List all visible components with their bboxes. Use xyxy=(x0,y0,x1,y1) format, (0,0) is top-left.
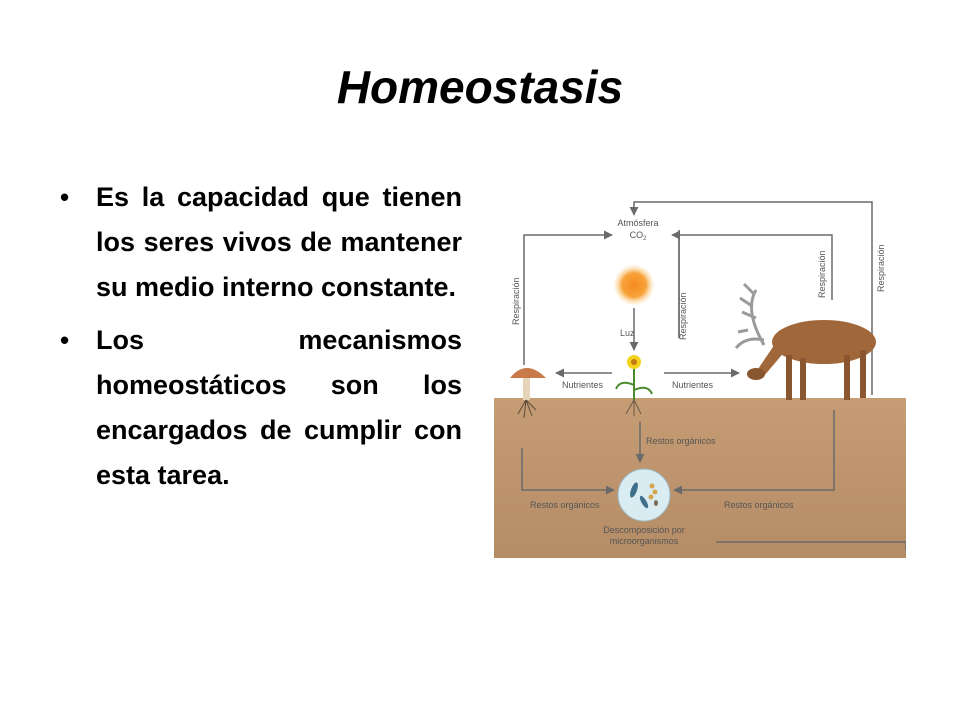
bullet-list xyxy=(60,175,462,506)
atmosphere-label: Atmósfera xyxy=(617,218,659,228)
respiration-far-right-label: Respiración xyxy=(876,244,886,292)
deer-icon xyxy=(736,284,876,400)
bullet-marker: • xyxy=(60,325,70,355)
bullet-text: Los mecanismos homeostáticos son los encargados de cumplir con esta tarea. xyxy=(96,325,462,490)
decomposition-label: Descomposición por xyxy=(603,525,685,535)
bullet-item xyxy=(60,318,462,498)
nutrients-right-label: Nutrientes xyxy=(672,380,714,390)
respiration-left-label: Respiración xyxy=(511,277,521,325)
microorganisms-icon xyxy=(618,469,670,521)
bullet-item xyxy=(60,175,462,310)
slide-title: Homeostasis xyxy=(336,61,624,113)
bullet-text: Es la capacidad que tienen los seres vivos de mantener su medio interno constante. xyxy=(96,182,462,302)
microorganisms-label: microorganismos xyxy=(609,536,679,546)
respiration-right-label: Respiración xyxy=(817,250,827,298)
bullet-marker: • xyxy=(60,182,70,212)
soil-layer xyxy=(494,398,906,558)
nutrients-left-label: Nutrientes xyxy=(562,380,604,390)
remains-left-label: Restos orgánicos xyxy=(530,500,600,510)
carbon-cycle-diagram xyxy=(494,190,906,558)
remains-center-label: Restos orgánicos xyxy=(646,436,716,446)
light-label: Luz xyxy=(620,328,635,338)
sun-icon xyxy=(614,265,654,305)
co2-label: $CO_2$ xyxy=(629,230,647,242)
respiration-mid-label: Respiración xyxy=(678,292,688,340)
remains-right-label: Restos orgánicos xyxy=(724,500,794,510)
